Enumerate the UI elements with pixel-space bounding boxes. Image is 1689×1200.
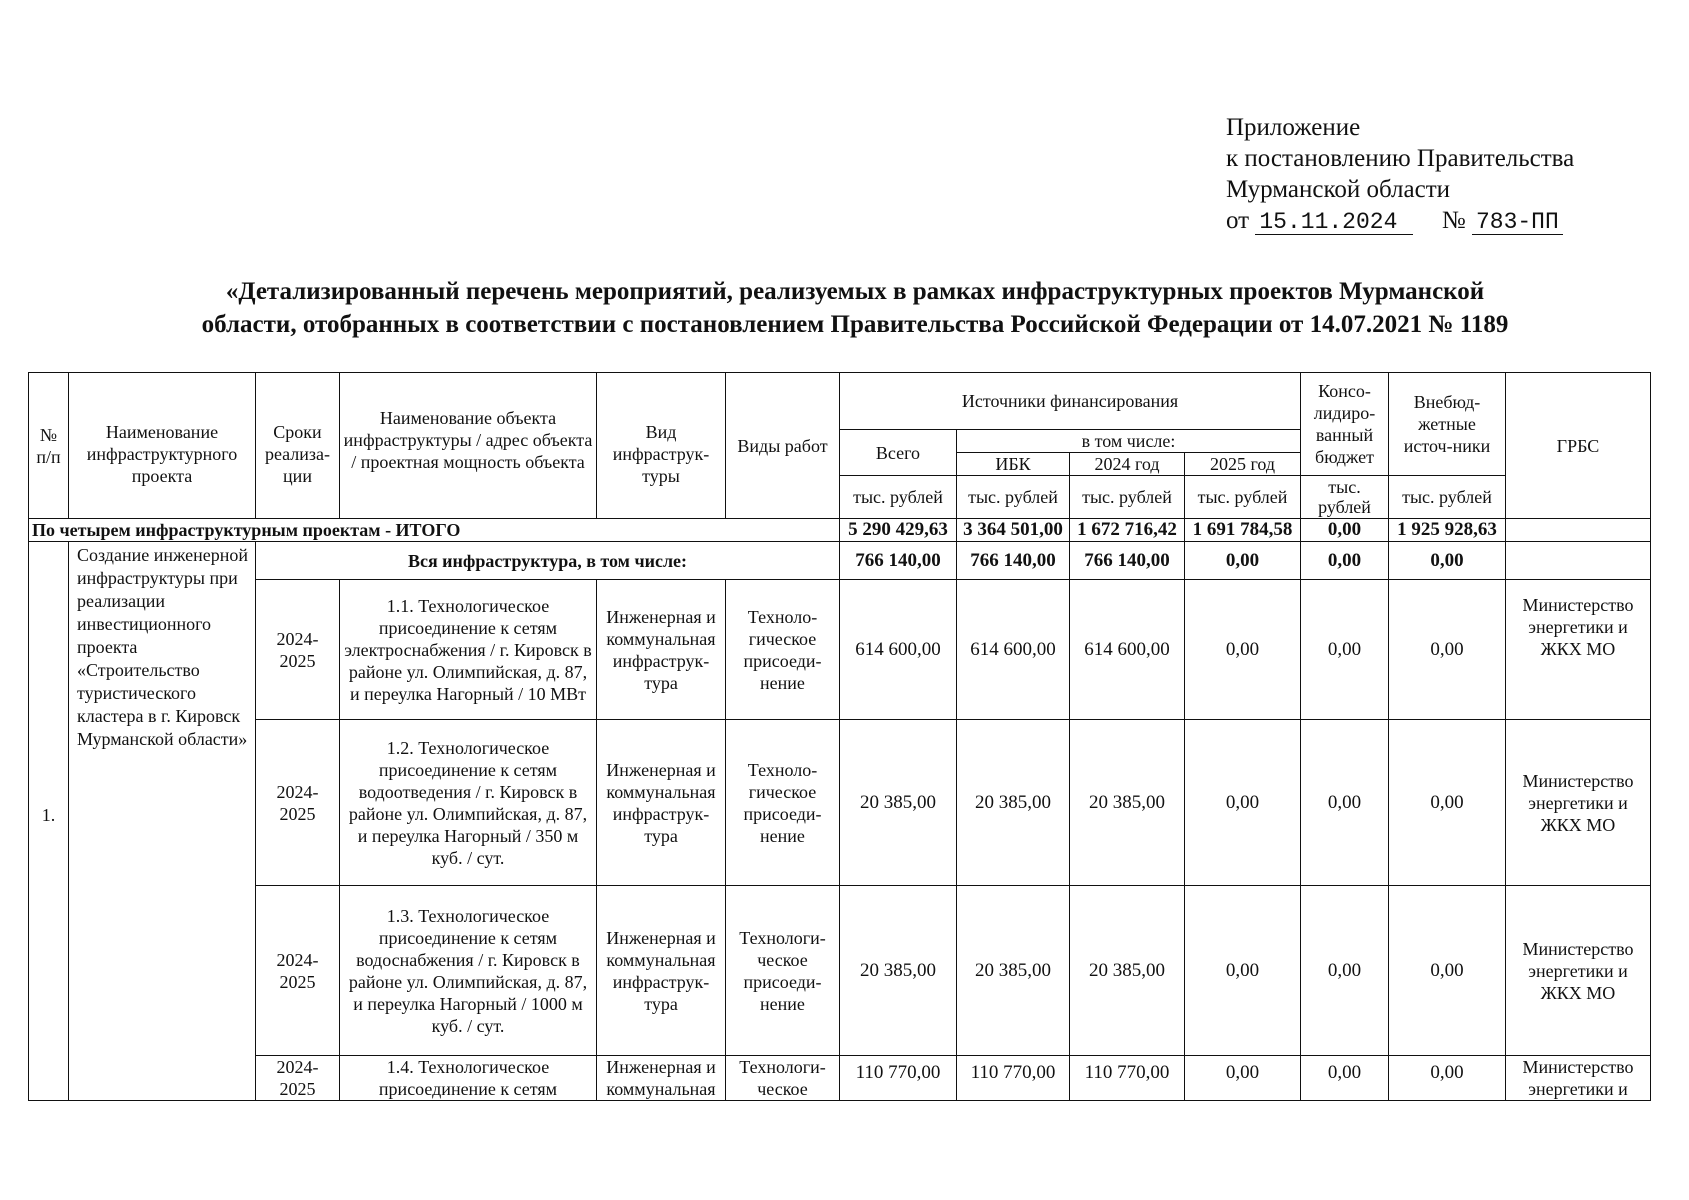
project-all-total: 766 140,00 [840,542,957,580]
row-infra: Инженерная и коммунальная [597,1056,726,1101]
unit-consolidated: тыс. рублей [1301,476,1389,519]
row-terms: 2024-2025 [256,1056,340,1101]
row-2025: 0,00 [1185,720,1301,886]
project-name: Создание инженерной инфраструктуры при реализации инвестиционного проекта «Строительство туристического кластера в г. Кировск Мурманской области» [69,542,256,1101]
unit-offbudget: тыс. рублей [1389,476,1506,519]
table-row [29,720,1651,886]
row-consolidated: 0,00 [1301,720,1389,886]
row-offbudget: 0,00 [1389,886,1506,1056]
row-terms: 2024-2025 [256,580,340,720]
document-number: 783-ПП [1472,210,1563,235]
row-consolidated: 0,00 [1301,886,1389,1056]
total-row-consolidated: 0,00 [1301,519,1389,542]
row-grbs: Министерство энергетики и ЖКХ МО [1506,886,1651,1056]
row-2025: 0,00 [1185,886,1301,1056]
row-ibk: 20 385,00 [957,720,1070,886]
header-total: Всего [840,430,957,476]
header-including: в том числе: [957,430,1301,453]
row-2024: 20 385,00 [1070,720,1185,886]
row-2024: 20 385,00 [1070,886,1185,1056]
project-all-consolidated: 0,00 [1301,542,1389,580]
appendix-block [1226,112,1574,236]
row-ibk: 614 600,00 [957,580,1070,720]
row-infra: Инженерная и коммунальная инфраструк-тура [597,720,726,886]
header-infra-type: Вид инфраструк-туры [597,373,726,519]
row-total: 110 770,00 [840,1056,957,1101]
project-all-offbudget: 0,00 [1389,542,1506,580]
total-row-ibk: 3 364 501,00 [957,519,1070,542]
total-row-label: По четырем инфраструктурным проектам - ИТОГО [29,519,840,542]
row-work: Технологи-ческое присоеди-нение [726,886,840,1056]
row-total: 20 385,00 [840,886,957,1056]
header-sources: Источники финансирования [840,373,1301,430]
row-offbudget: 0,00 [1389,580,1506,720]
header-2025: 2025 год [1185,453,1301,476]
row-terms: 2024-2025 [256,720,340,886]
total-row-2025: 1 691 784,58 [1185,519,1301,542]
appendix-line-2: к постановлению Правительства [1226,145,1575,172]
project-num: 1. [29,542,69,1101]
row-consolidated: 0,00 [1301,580,1389,720]
total-row-total: 5 290 429,63 [840,519,957,542]
row-object: 1.2. Технологическое присоединение к сетям водоотведения / г. Кировск в районе ул. Олимпийская, д. 87, и переулка Нагорный / 350 м куб. / сут. [340,720,597,886]
project-all-2024: 766 140,00 [1070,542,1185,580]
row-grbs: Министерство энергетики и ЖКХ МО [1506,580,1651,720]
row-object: 1.3. Технологическое присоединение к сетям водоснабжения / г. Кировск в районе ул. Олимпийская, д. 87, и переулка Нагорный / 1000 м куб. / сут. [340,886,597,1056]
header-terms: Сроки реализа-ции [256,373,340,519]
row-2024: 614 600,00 [1070,580,1185,720]
row-total: 20 385,00 [840,720,957,886]
row-object: 1.4. Технологическое присоединение к сетям [340,1056,597,1101]
row-work: Технологи-ческое [726,1056,840,1101]
table-row [29,1056,1651,1101]
date-prefix: от [1226,207,1250,234]
header-offbudget: Внебюд-жетные источ-ники [1389,373,1506,476]
unit-ibk: тыс. рублей [957,476,1070,519]
total-row [29,519,1651,542]
row-work: Техноло-гическое присоеди-нение [726,580,840,720]
header-project: Наименование инфраструктурного проекта [69,373,256,519]
table-row [29,580,1651,720]
appendix-line-1: Приложение [1226,114,1361,141]
project-all-label: Вся инфраструктура, в том числе: [256,542,840,580]
header-ibk: ИБК [957,453,1070,476]
header-num: № п/п [29,373,69,519]
appendix-date-line [1226,205,1574,236]
header-2024: 2024 год [1070,453,1185,476]
row-work: Техноло-гическое присоеди-нение [726,720,840,886]
total-row-2024: 1 672 716,42 [1070,519,1185,542]
table-row [29,886,1651,1056]
project-all-row [29,542,1651,580]
row-2024: 110 770,00 [1070,1056,1185,1101]
row-infra: Инженерная и коммунальная инфраструк-тура [597,580,726,720]
row-2025: 0,00 [1185,580,1301,720]
row-offbudget: 0,00 [1389,720,1506,886]
row-consolidated: 0,00 [1301,1056,1389,1101]
total-row-grbs [1506,519,1651,542]
header-row-1 [29,373,1651,430]
document-date: 15.11.2024 [1255,210,1413,235]
project-all-ibk: 766 140,00 [957,542,1070,580]
measures-table [28,372,1651,1101]
number-prefix: № [1441,207,1466,234]
row-grbs: Министерство энергетики и [1506,1056,1651,1101]
row-grbs: Министерство энергетики и ЖКХ МО [1506,720,1651,886]
project-all-2025: 0,00 [1185,542,1301,580]
document-title [60,275,1650,341]
unit-2024: тыс. рублей [1070,476,1185,519]
title-line-1: «Детализированный перечень мероприятий, реализуемых в рамках инфраструктурных проектов Мурманской [225,278,1485,305]
unit-2025: тыс. рублей [1185,476,1301,519]
total-row-offbudget: 1 925 928,63 [1389,519,1506,542]
row-total: 614 600,00 [840,580,957,720]
row-object: 1.1. Технологическое присоединение к сетям электроснабжения / г. Кировск в районе ул. Олимпийская, д. 87, и переулка Нагорный / 10 МВт [340,580,597,720]
row-ibk: 20 385,00 [957,886,1070,1056]
header-grbs: ГРБС [1506,373,1651,519]
unit-total: тыс. рублей [840,476,957,519]
title-line-2: области, отобранных в соответствии с постановлением Правительства Российской Федерации от 14.07.2021 № 1189 [201,311,1509,338]
project-all-grbs [1506,542,1651,580]
row-terms: 2024-2025 [256,886,340,1056]
row-ibk: 110 770,00 [957,1056,1070,1101]
row-offbudget: 0,00 [1389,1056,1506,1101]
header-object: Наименование объекта инфраструктуры / адрес объекта / проектная мощность объекта [340,373,597,519]
appendix-line-3: Мурманской области [1226,176,1451,203]
header-consolidated: Консо-лидиро-ванный бюджет [1301,373,1389,476]
row-infra: Инженерная и коммунальная инфраструк-тура [597,886,726,1056]
header-work-types: Виды работ [726,373,840,519]
row-2025: 0,00 [1185,1056,1301,1101]
